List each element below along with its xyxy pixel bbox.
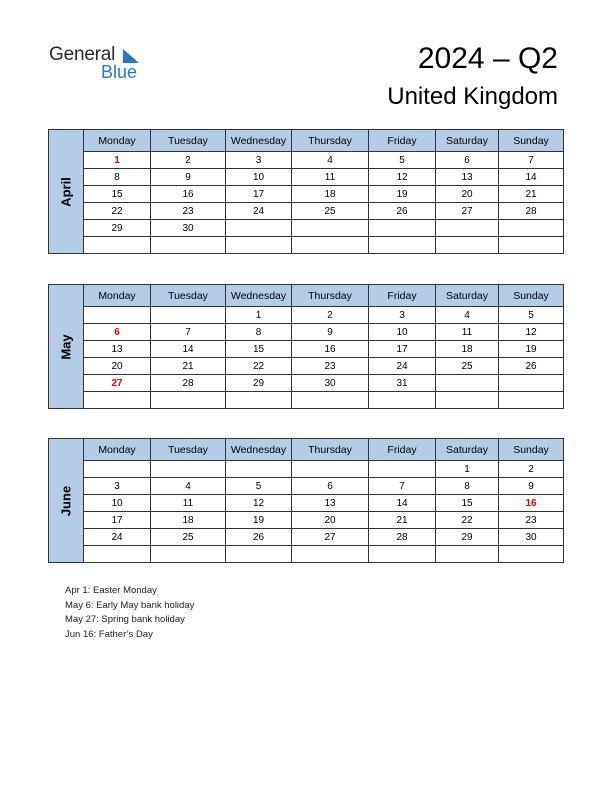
weekday-header: Tuesday xyxy=(151,439,226,461)
day-cell: 7 xyxy=(499,152,564,169)
logo-general-text: General xyxy=(49,44,116,65)
day-cell xyxy=(499,237,564,254)
month-name: April xyxy=(58,176,74,207)
day-cell: 17 xyxy=(84,512,151,529)
day-cell: 25 xyxy=(151,529,226,546)
weekday-header: Monday xyxy=(84,285,151,307)
day-cell xyxy=(369,220,436,237)
week-row xyxy=(49,392,564,409)
day-cell: 2 xyxy=(499,461,564,478)
day-cell: 26 xyxy=(369,203,436,220)
day-cell: 23 xyxy=(499,512,564,529)
day-cell: 28 xyxy=(369,529,436,546)
day-cell: 12 xyxy=(369,169,436,186)
day-cell xyxy=(84,237,151,254)
day-cell: 27 xyxy=(436,203,499,220)
weekday-header: Saturday xyxy=(436,130,499,152)
weekday-header: Thursday xyxy=(292,439,369,461)
holiday-note: May 27: Spring bank holiday xyxy=(65,614,185,625)
day-cell: 3 xyxy=(369,307,436,324)
day-cell xyxy=(84,546,151,563)
day-cell: 13 xyxy=(436,169,499,186)
day-cell xyxy=(151,546,226,563)
month-name: May xyxy=(58,333,74,360)
day-cell: 18 xyxy=(436,341,499,358)
week-row xyxy=(49,203,564,220)
day-cell: 25 xyxy=(436,358,499,375)
day-cell: 12 xyxy=(226,495,292,512)
day-cell: 15 xyxy=(84,186,151,203)
day-cell: 9 xyxy=(292,324,369,341)
holiday-notes xyxy=(65,584,194,642)
holiday-note: Apr 1: Easter Monday xyxy=(65,585,157,596)
day-cell: 15 xyxy=(436,495,499,512)
day-cell: 18 xyxy=(151,512,226,529)
month-label-cell xyxy=(49,285,84,409)
day-cell xyxy=(369,237,436,254)
month-calendar-may xyxy=(48,284,563,409)
week-row xyxy=(49,186,564,203)
week-row xyxy=(49,512,564,529)
day-cell: 27 xyxy=(292,529,369,546)
week-row xyxy=(49,307,564,324)
day-cell: 4 xyxy=(151,478,226,495)
day-cell: 19 xyxy=(499,341,564,358)
day-cell: 3 xyxy=(226,152,292,169)
day-cell: 19 xyxy=(369,186,436,203)
day-cell: 22 xyxy=(84,203,151,220)
day-cell: 26 xyxy=(226,529,292,546)
day-cell: 9 xyxy=(499,478,564,495)
day-cell xyxy=(151,392,226,409)
logo xyxy=(49,44,149,84)
holiday-note: Jun 16: Father’s Day xyxy=(65,628,153,640)
day-cell xyxy=(436,392,499,409)
day-cell: 14 xyxy=(499,169,564,186)
month-label-cell xyxy=(49,439,84,563)
weekday-header: Tuesday xyxy=(151,285,226,307)
day-cell xyxy=(292,546,369,563)
day-cell: 15 xyxy=(226,341,292,358)
week-row xyxy=(49,169,564,186)
day-cell: 14 xyxy=(369,495,436,512)
day-cell: 18 xyxy=(292,186,369,203)
day-cell xyxy=(369,461,436,478)
day-cell: 2 xyxy=(292,307,369,324)
logo-triangle-icon xyxy=(123,49,139,63)
day-cell: 4 xyxy=(436,307,499,324)
day-cell: 6 xyxy=(436,152,499,169)
day-cell xyxy=(151,237,226,254)
day-cell: 17 xyxy=(226,186,292,203)
day-cell: 24 xyxy=(84,529,151,546)
page-subtitle: United Kingdom xyxy=(387,83,558,110)
day-cell xyxy=(226,392,292,409)
month-calendar-june xyxy=(48,438,563,563)
day-cell: 27 xyxy=(84,375,151,392)
day-cell xyxy=(84,307,151,324)
day-cell: 29 xyxy=(84,220,151,237)
day-cell xyxy=(292,237,369,254)
day-cell: 30 xyxy=(499,529,564,546)
day-cell: 11 xyxy=(292,169,369,186)
day-cell: 1 xyxy=(226,307,292,324)
day-cell xyxy=(292,461,369,478)
day-cell: 2 xyxy=(151,152,226,169)
weekday-header: Friday xyxy=(369,285,436,307)
month-label-cell xyxy=(49,130,84,254)
day-cell xyxy=(499,220,564,237)
day-cell: 7 xyxy=(151,324,226,341)
day-cell: 8 xyxy=(226,324,292,341)
day-cell xyxy=(226,220,292,237)
day-cell: 24 xyxy=(369,358,436,375)
day-cell xyxy=(226,461,292,478)
weekday-header: Saturday xyxy=(436,285,499,307)
weekday-header: Sunday xyxy=(499,130,564,152)
day-cell: 28 xyxy=(499,203,564,220)
weekday-header: Thursday xyxy=(292,285,369,307)
day-cell: 20 xyxy=(292,512,369,529)
month-table xyxy=(48,438,564,563)
week-row xyxy=(49,358,564,375)
day-cell xyxy=(369,392,436,409)
day-cell: 21 xyxy=(151,358,226,375)
day-cell xyxy=(84,461,151,478)
day-cell xyxy=(499,546,564,563)
day-cell: 10 xyxy=(84,495,151,512)
month-name: June xyxy=(58,485,74,516)
day-cell xyxy=(151,307,226,324)
day-cell xyxy=(499,375,564,392)
day-cell: 20 xyxy=(436,186,499,203)
month-table xyxy=(48,284,564,409)
day-cell: 24 xyxy=(226,203,292,220)
day-cell: 25 xyxy=(292,203,369,220)
weekday-header: Sunday xyxy=(499,285,564,307)
day-cell: 23 xyxy=(151,203,226,220)
day-cell: 6 xyxy=(292,478,369,495)
day-cell: 29 xyxy=(226,375,292,392)
day-cell: 23 xyxy=(292,358,369,375)
logo-blue-text: Blue xyxy=(101,62,138,82)
day-cell: 5 xyxy=(499,307,564,324)
week-row xyxy=(49,529,564,546)
day-cell xyxy=(292,220,369,237)
day-cell: 13 xyxy=(84,341,151,358)
day-cell: 28 xyxy=(151,375,226,392)
day-cell: 21 xyxy=(369,512,436,529)
holiday-note: May 6: Early May bank holiday xyxy=(65,599,195,611)
day-cell: 13 xyxy=(292,495,369,512)
day-cell: 11 xyxy=(151,495,226,512)
day-cell: 17 xyxy=(369,341,436,358)
day-cell xyxy=(436,220,499,237)
day-cell xyxy=(436,375,499,392)
day-cell xyxy=(84,392,151,409)
week-row xyxy=(49,478,564,495)
day-cell: 3 xyxy=(84,478,151,495)
day-cell: 14 xyxy=(151,341,226,358)
day-cell: 22 xyxy=(436,512,499,529)
month-table xyxy=(48,129,564,254)
week-row xyxy=(49,546,564,563)
day-cell: 10 xyxy=(226,169,292,186)
weekday-header: Tuesday xyxy=(151,130,226,152)
day-cell: 16 xyxy=(499,495,564,512)
day-cell: 19 xyxy=(226,512,292,529)
week-row xyxy=(49,375,564,392)
day-cell: 16 xyxy=(292,341,369,358)
day-cell: 30 xyxy=(292,375,369,392)
week-row xyxy=(49,324,564,341)
month-calendar-april xyxy=(48,129,563,254)
day-cell xyxy=(436,237,499,254)
day-cell: 30 xyxy=(151,220,226,237)
day-cell: 31 xyxy=(369,375,436,392)
day-cell: 8 xyxy=(436,478,499,495)
week-row xyxy=(49,461,564,478)
day-cell: 5 xyxy=(226,478,292,495)
weekday-header: Monday xyxy=(84,130,151,152)
weekday-header: Friday xyxy=(369,439,436,461)
day-cell: 22 xyxy=(226,358,292,375)
page-title: 2024 – Q2 xyxy=(417,42,558,75)
day-cell: 4 xyxy=(292,152,369,169)
day-cell: 29 xyxy=(436,529,499,546)
day-cell xyxy=(436,546,499,563)
day-cell xyxy=(151,461,226,478)
day-cell: 6 xyxy=(84,324,151,341)
weekday-header: Friday xyxy=(369,130,436,152)
week-row xyxy=(49,237,564,254)
day-cell: 20 xyxy=(84,358,151,375)
day-cell: 8 xyxy=(84,169,151,186)
day-cell: 1 xyxy=(436,461,499,478)
week-row xyxy=(49,152,564,169)
day-cell xyxy=(499,392,564,409)
day-cell: 11 xyxy=(436,324,499,341)
weekday-header: Thursday xyxy=(292,130,369,152)
weekday-header: Wednesday xyxy=(226,285,292,307)
day-cell: 7 xyxy=(369,478,436,495)
day-cell: 12 xyxy=(499,324,564,341)
weekday-header: Sunday xyxy=(499,439,564,461)
day-cell xyxy=(292,392,369,409)
day-cell: 26 xyxy=(499,358,564,375)
weekday-header: Saturday xyxy=(436,439,499,461)
day-cell: 10 xyxy=(369,324,436,341)
day-cell: 9 xyxy=(151,169,226,186)
day-cell: 16 xyxy=(151,186,226,203)
day-cell: 21 xyxy=(499,186,564,203)
day-cell xyxy=(226,546,292,563)
day-cell: 5 xyxy=(369,152,436,169)
day-cell: 1 xyxy=(84,152,151,169)
day-cell xyxy=(226,237,292,254)
week-row xyxy=(49,495,564,512)
week-row xyxy=(49,220,564,237)
day-cell xyxy=(369,546,436,563)
weekday-header: Monday xyxy=(84,439,151,461)
weekday-header: Wednesday xyxy=(226,439,292,461)
weekday-header: Wednesday xyxy=(226,130,292,152)
week-row xyxy=(49,341,564,358)
